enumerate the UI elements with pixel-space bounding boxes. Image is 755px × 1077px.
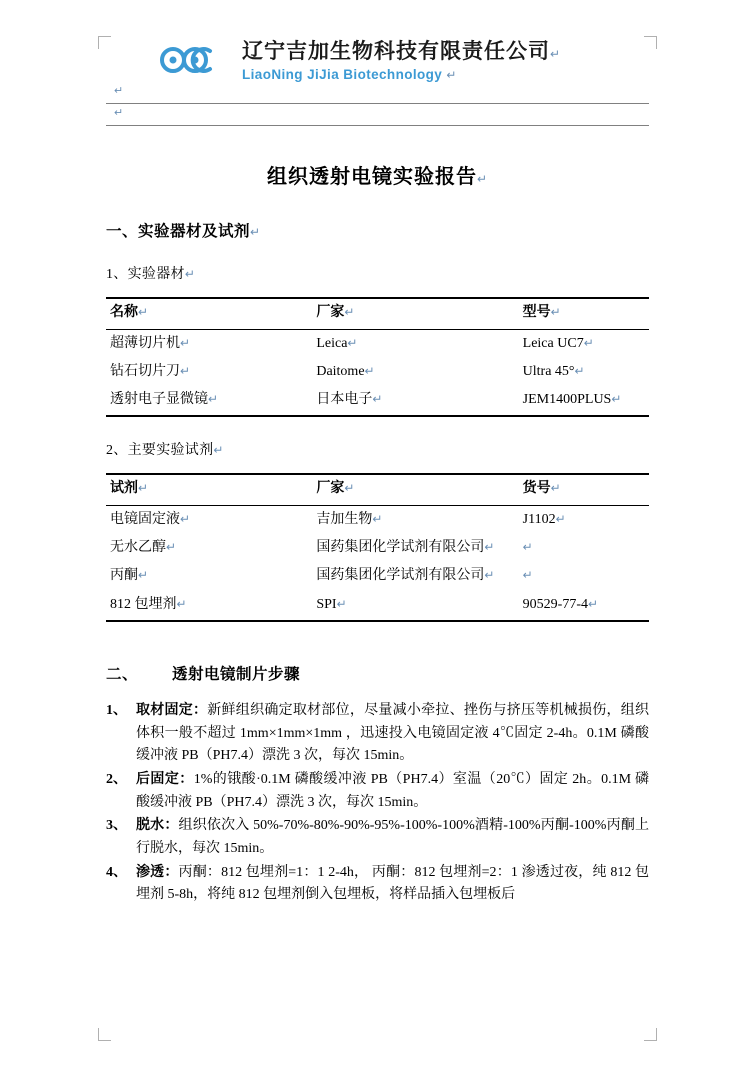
paragraph-mark: ↵ (114, 107, 124, 120)
equipment-col-name-text: 名称 (110, 305, 138, 321)
paragraph-mark: ↵ (364, 363, 375, 378)
equipment-table-head (106, 298, 649, 329)
paragraph-mark: ↵ (484, 540, 495, 555)
cell-text: 90529-77-4 (522, 596, 588, 612)
section-1-sub-1-text: 1、实验器材 (106, 267, 185, 283)
paragraph-mark: ↵ (522, 568, 533, 583)
paragraph-mark: ↵ (138, 305, 149, 320)
cell-text: Daitome (316, 363, 365, 379)
paragraph-mark: ↵ (176, 596, 187, 611)
cell-vendor (312, 386, 518, 416)
cell-vendor (312, 358, 518, 386)
paragraph-mark: ↵ (550, 47, 562, 61)
list-item (106, 700, 649, 768)
table-row (106, 358, 649, 386)
document-content (106, 34, 649, 908)
cell-text: 透射电子显微镜 (110, 392, 208, 408)
equipment-col-vendor (312, 298, 518, 329)
paragraph-mark: ↵ (446, 68, 457, 83)
list-item (106, 862, 649, 907)
step-text: 组织依次入 50%-70%-80%-90%-95%-100%-100%酒精-100%丙酮-100%丙酮上行脱水，每次 15min。 (136, 818, 649, 856)
company-name-en-text: LiaoNing JiJia Biotechnology (242, 67, 443, 83)
reagent-table (106, 473, 649, 621)
company-name-cn (242, 38, 561, 64)
section-1-heading-text: 一、实验器材及试剂 (106, 223, 251, 241)
section-1-sub-2-heading (106, 439, 649, 459)
cell-text: 丙酮 (110, 568, 138, 584)
header-empty-line-2 (106, 104, 649, 121)
page-title-text: 组织透射电镜实验报告 (266, 166, 477, 189)
reagent-col-vendor (312, 474, 518, 505)
equipment-col-vendor-text: 厂家 (316, 305, 345, 321)
list-item (106, 815, 649, 860)
section-1-sub-2-text: 2、主要实验试剂 (106, 443, 214, 459)
crop-mark-bottom-left (98, 1028, 111, 1041)
step-label: 脱水： (136, 818, 179, 834)
cell-text: 国药集团化学试剂有限公司 (316, 568, 485, 584)
step-number: 1、 (106, 702, 127, 718)
cell-name (106, 591, 312, 621)
step-text: 新鲜组织确定取材部位，尽量减小牵拉、挫伤与挤压等机械损伤，组织体积一般不超过 1mm×1mm×1mm ，迅速投入电镜固定液 4℃固定 2-4h。0.1M 磷酸缓冲液 PB（PH7.4）漂洗 3 次，每次 15min。 (136, 702, 650, 764)
paragraph-mark: ↵ (184, 267, 196, 282)
table-row (106, 534, 649, 562)
cell-model (519, 329, 649, 358)
company-name-block (242, 38, 561, 82)
reagent-col-name (106, 474, 312, 505)
paragraph-mark: ↵ (484, 568, 495, 583)
equipment-table-body (106, 329, 649, 416)
section-1-sub-1-heading (106, 263, 649, 283)
cell-name (106, 562, 312, 590)
step-label: 取材固定： (136, 702, 208, 718)
table-row (106, 562, 649, 590)
step-text: 丙酮：812 包埋剂=1：1 2-4h， 丙酮：812 包埋剂=2：1 渗透过夜，纯 812 包埋剂 5-8h，将纯 812 包埋剂倒入包埋板，将样品插入包埋板后 (136, 864, 650, 903)
section-1-heading (106, 219, 649, 241)
section-2-heading (106, 662, 649, 684)
cell-text: J1102 (522, 511, 556, 527)
step-body (136, 815, 649, 860)
step-label: 渗透： (136, 864, 179, 880)
crop-mark-bottom-right (644, 1028, 657, 1041)
paragraph-mark: ↵ (138, 481, 149, 496)
reagent-table-body (106, 505, 649, 621)
company-logo-icon (158, 38, 228, 82)
table-row (106, 329, 649, 358)
section-2-heading-num: 二、 (106, 665, 139, 683)
step-number: 4、 (106, 864, 127, 880)
cell-model (519, 358, 649, 386)
paragraph-mark: ↵ (522, 540, 533, 555)
equipment-col-model (519, 298, 649, 329)
paragraph-mark: ↵ (550, 305, 561, 320)
cell-text: 电镜固定液 (110, 511, 180, 527)
header-rule-bottom (106, 125, 649, 126)
page-title (106, 160, 649, 189)
paragraph-mark: ↵ (587, 596, 599, 611)
cell-text: Leica UC7 (522, 335, 584, 351)
paragraph-mark: ↵ (166, 540, 177, 555)
cell-model (519, 386, 649, 416)
step-text: 1%的锇酸·0.1M 磷酸缓冲液 PB（PH7.4）室温（20℃）固定 2h。0.1M 磷酸缓冲液 PB（PH7.4）漂洗 3 次，每次 15min。 (136, 771, 649, 810)
steps-list (106, 700, 649, 907)
cell-catalog (519, 534, 649, 562)
paragraph-mark: ↵ (180, 511, 191, 526)
equipment-col-model-text: 型号 (522, 305, 551, 321)
company-name-en (242, 67, 561, 82)
cell-name (106, 329, 312, 358)
step-label: 后固定： (136, 771, 194, 787)
letterhead (106, 34, 649, 82)
paragraph-mark: ↵ (180, 363, 191, 378)
cell-vendor (312, 534, 518, 562)
reagent-col-catalog-text: 货号 (522, 481, 551, 497)
header-empty-line-1 (106, 82, 649, 99)
cell-text: 国药集团化学试剂有限公司 (316, 540, 485, 556)
paragraph-mark: ↵ (347, 335, 358, 350)
step-body (136, 700, 649, 768)
paragraph-mark: ↵ (213, 443, 224, 458)
reagent-col-name-text: 试剂 (110, 481, 138, 497)
table-header-row (106, 474, 649, 505)
company-name-cn-text: 辽宁吉加生物科技有限责任公司 (242, 39, 550, 63)
reagent-col-catalog (519, 474, 649, 505)
cell-text: Ultra 45° (522, 363, 575, 379)
cell-text: 超薄切片机 (110, 335, 180, 351)
step-number: 2、 (106, 771, 127, 787)
cell-text: 吉加生物 (316, 511, 373, 527)
table-header-row (106, 298, 649, 329)
paragraph-mark: ↵ (344, 481, 355, 496)
cell-catalog (519, 505, 649, 534)
paragraph-mark: ↵ (372, 392, 383, 407)
cell-vendor (312, 562, 518, 590)
cell-text: JEM1400PLUS (522, 392, 612, 408)
paragraph-mark: ↵ (574, 363, 585, 378)
cell-text: 无水乙醇 (110, 540, 166, 556)
step-body (136, 862, 649, 907)
paragraph-mark: ↵ (344, 305, 355, 320)
paragraph-mark: ↵ (583, 335, 594, 350)
equipment-col-name (106, 298, 312, 329)
paragraph-mark: ↵ (555, 511, 566, 526)
paragraph-mark: ↵ (611, 392, 622, 407)
table-row (106, 386, 649, 416)
cell-vendor (312, 591, 518, 621)
cell-text: Leica (316, 335, 348, 351)
step-body (136, 769, 649, 814)
cell-catalog (519, 591, 649, 621)
cell-vendor (312, 505, 518, 534)
paragraph-mark: ↵ (550, 481, 561, 496)
paragraph-mark: ↵ (180, 335, 191, 350)
equipment-table (106, 297, 649, 417)
paragraph-mark: ↵ (208, 392, 219, 407)
cell-name (106, 386, 312, 416)
cell-text: 812 包埋剂 (110, 596, 177, 612)
paragraph-mark: ↵ (114, 85, 124, 98)
paragraph-mark: ↵ (250, 225, 261, 240)
reagent-table-head (106, 474, 649, 505)
cell-text: 日本电子 (316, 392, 373, 408)
paragraph-mark: ↵ (372, 511, 383, 526)
table-row (106, 505, 649, 534)
cell-name (106, 358, 312, 386)
reagent-col-vendor-text: 厂家 (316, 481, 345, 497)
paragraph-mark: ↵ (336, 596, 347, 611)
cell-name (106, 534, 312, 562)
cell-text: 钻石切片刀 (110, 363, 180, 379)
paragraph-mark: ↵ (476, 172, 489, 187)
list-item (106, 769, 649, 814)
cell-text: SPI (316, 596, 337, 612)
paragraph-mark: ↵ (138, 568, 149, 583)
table-row (106, 591, 649, 621)
cell-vendor (312, 329, 518, 358)
step-number: 3、 (106, 818, 127, 834)
section-2-heading-text: 透射电镜制片步骤 (172, 665, 301, 683)
cell-name (106, 505, 312, 534)
cell-catalog (519, 562, 649, 590)
